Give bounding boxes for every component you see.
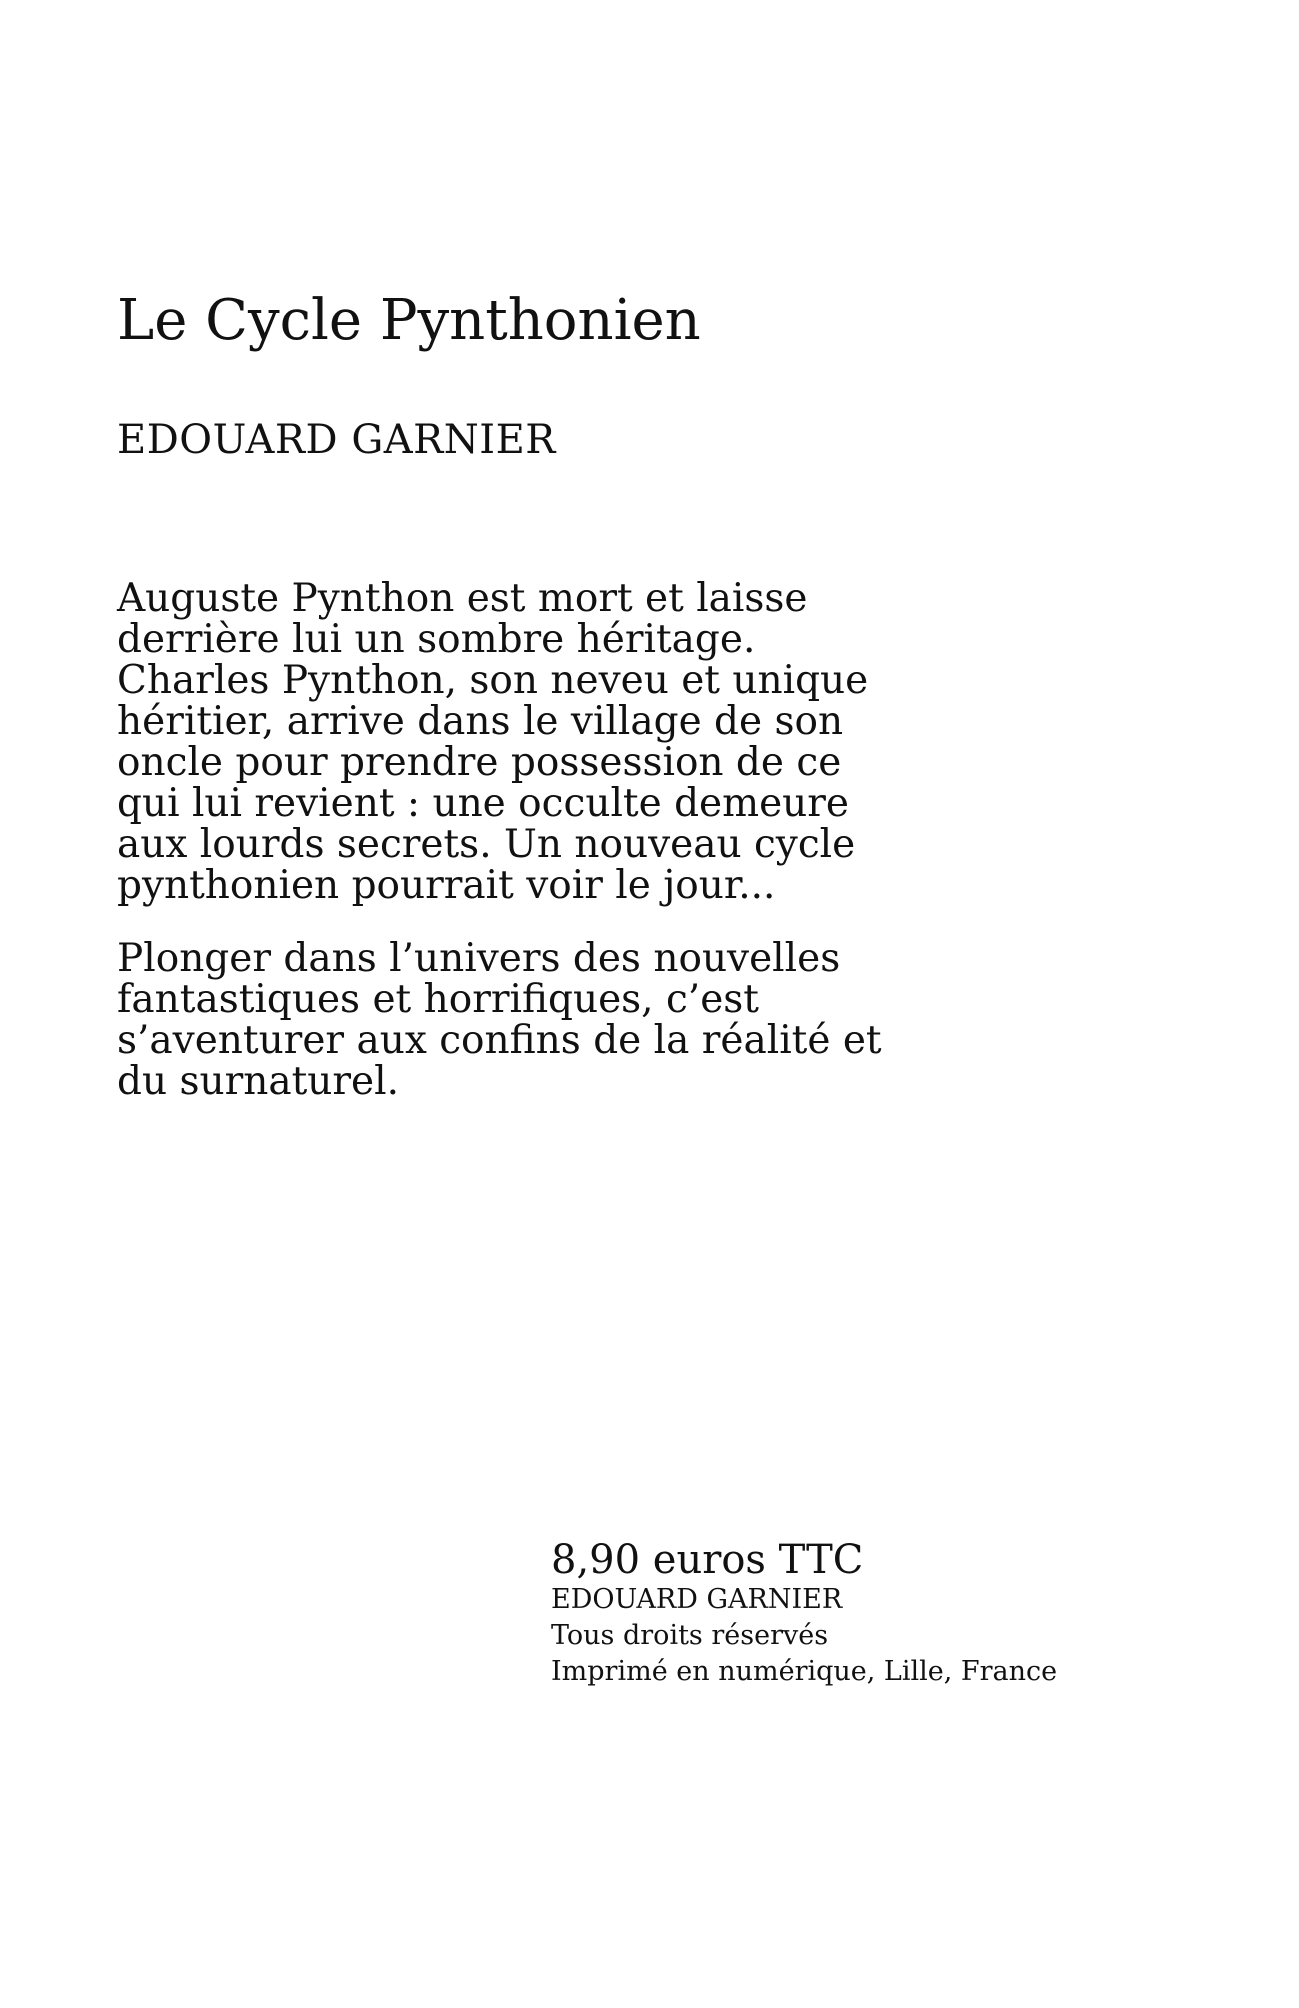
- blurb-line: Plonger dans l’univers des nouvelles: [117, 936, 841, 981]
- book-blurb: [117, 578, 937, 1134]
- blurb-line: Charles Pynthon, son neveu et unique: [117, 658, 869, 703]
- blurb-line: qui lui revient : une occulte demeure: [117, 781, 850, 826]
- blurb-paragraph-1: [117, 578, 937, 906]
- blurb-line: Auguste Pynthon est mort et laisse: [117, 576, 808, 621]
- printing-notice: Imprimé en numérique, Lille, France: [551, 1656, 1058, 1687]
- blurb-line: oncle pour prendre possession de ce: [117, 740, 842, 785]
- blurb-line: du surnaturel.: [117, 1059, 400, 1104]
- rights-notice: Tous droits réservés: [551, 1620, 829, 1651]
- colophon: [551, 1538, 1111, 1690]
- blurb-paragraph-2: [117, 938, 937, 1102]
- author-name: EDOUARD GARNIER: [117, 417, 556, 463]
- price-label: 8,90 euros TTC: [551, 1537, 864, 1583]
- blurb-line: pynthonien pourrait voir le jour...: [117, 863, 776, 908]
- blurb-line: derrière lui un sombre héritage.: [117, 617, 756, 662]
- blurb-line: héritier, arrive dans le village de son: [117, 699, 844, 744]
- book-title: Le Cycle Pynthonien: [117, 288, 701, 353]
- blurb-line: fantastiques et horrifiques, c’est: [117, 977, 759, 1022]
- publisher-name: EDOUARD GARNIER: [551, 1584, 843, 1615]
- blurb-line: aux lourds secrets. Un nouveau cycle: [117, 822, 856, 867]
- blurb-line: s’aventurer aux confins de la réalité et: [117, 1018, 882, 1063]
